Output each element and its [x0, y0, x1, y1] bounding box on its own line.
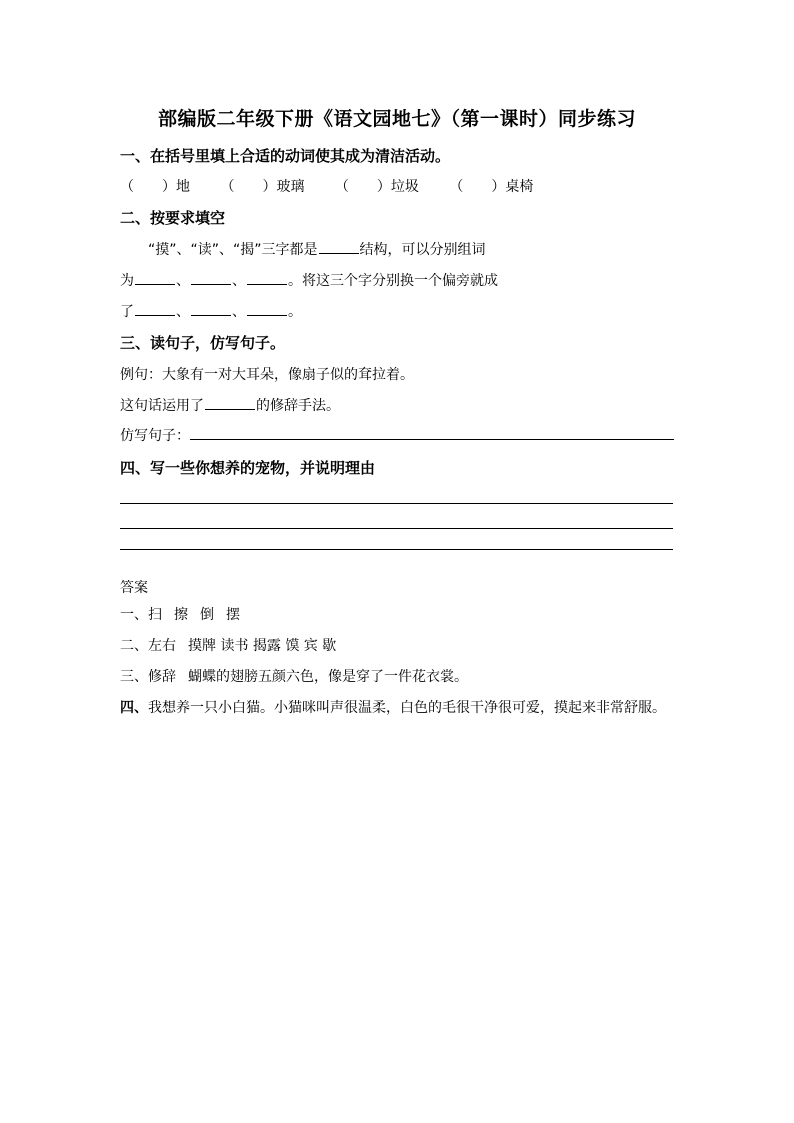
answer-line[interactable]	[120, 528, 673, 529]
answer-blank[interactable]	[319, 240, 359, 254]
q2-line2-end: 。将这三个字分别换一个偏旁就成	[288, 273, 498, 289]
answer-line[interactable]	[120, 549, 673, 550]
q4-heading: 四、写一些你想养的宠物，并说明理由	[120, 459, 376, 477]
answer-blank[interactable]	[135, 271, 175, 285]
answer-word: 扫	[148, 607, 162, 623]
q1-item: （ ）玻璃	[220, 179, 305, 195]
q2-line3	[120, 301, 302, 321]
page-title: 部编版二年级下册《语文园地七》（第一课时）同步练习	[157, 108, 636, 130]
answer-blank[interactable]	[247, 302, 287, 316]
separator: 、	[232, 304, 246, 320]
q3-heading: 三、读句子，仿写句子。	[120, 334, 286, 352]
q2-line3-end: 。	[288, 304, 302, 320]
q2-line1-text: “摸”、“读”、“揭”三字都是	[148, 242, 318, 258]
answer-text: 摸牌 读书 揭露 馍 宾 歇	[188, 638, 337, 654]
q1-item: （ ）桌椅	[449, 179, 534, 195]
q2-line1-text-end: 结构，可以分别组词	[359, 242, 486, 258]
q2-heading: 二、按要求填空	[120, 209, 226, 227]
q1-item: （ ）地	[120, 179, 190, 195]
q3-rhetoric-start: 这句话运用了	[120, 398, 204, 414]
answer-text: 修辞	[148, 669, 176, 685]
answer-blank[interactable]	[205, 396, 255, 410]
answer-3	[120, 666, 468, 686]
answer-text: 蝴蝶的翅膀五颜六色，像是穿了一件花衣裳。	[188, 669, 468, 685]
answer-1	[120, 604, 240, 624]
answers-label: 答案	[120, 580, 148, 596]
separator: 、	[176, 304, 190, 320]
q2-line2	[120, 270, 498, 290]
answer-number: 二、	[120, 638, 148, 654]
q2-line1	[148, 239, 486, 259]
q1-item: （ ）垃圾	[334, 179, 419, 195]
q1-items	[120, 176, 559, 196]
q2-line2-start: 为	[120, 273, 134, 289]
answer-text: 左右	[148, 638, 176, 654]
separator: 、	[232, 273, 246, 289]
answer-blank[interactable]	[135, 302, 175, 316]
separator: 、	[176, 273, 190, 289]
answer-line[interactable]	[120, 503, 673, 504]
answer-word: 倒	[200, 607, 214, 623]
answer-number: 三、	[120, 669, 148, 685]
q3-rhetoric	[120, 395, 340, 415]
answer-word: 擦	[174, 607, 188, 623]
answer-blank[interactable]	[247, 271, 287, 285]
q2-line3-start: 了	[120, 304, 134, 320]
q3-example: 例句：大象有一对大耳朵，像扇子似的耷拉着。	[120, 367, 414, 383]
q3-imitate-label: 仿写句子：	[120, 428, 190, 444]
answer-blank[interactable]	[191, 271, 231, 285]
q1-heading: 一、在括号里填上合适的动词使其成为清洁活动。	[120, 147, 451, 165]
imitate-answer-line[interactable]	[190, 426, 674, 440]
q3-rhetoric-end: 的修辞手法。	[256, 398, 340, 414]
answer-number: 四、	[120, 700, 148, 716]
q3-imitate	[120, 425, 674, 445]
answer-2	[120, 635, 336, 655]
answer-text: 我想养一只小白猫。小猫咪叫声很温柔，白色的毛很干净很可爱，摸起来非常舒服。	[148, 700, 666, 716]
answer-word: 摆	[226, 607, 240, 623]
answer-4	[120, 697, 666, 717]
answer-number: 一、	[120, 607, 148, 623]
answer-blank[interactable]	[191, 302, 231, 316]
